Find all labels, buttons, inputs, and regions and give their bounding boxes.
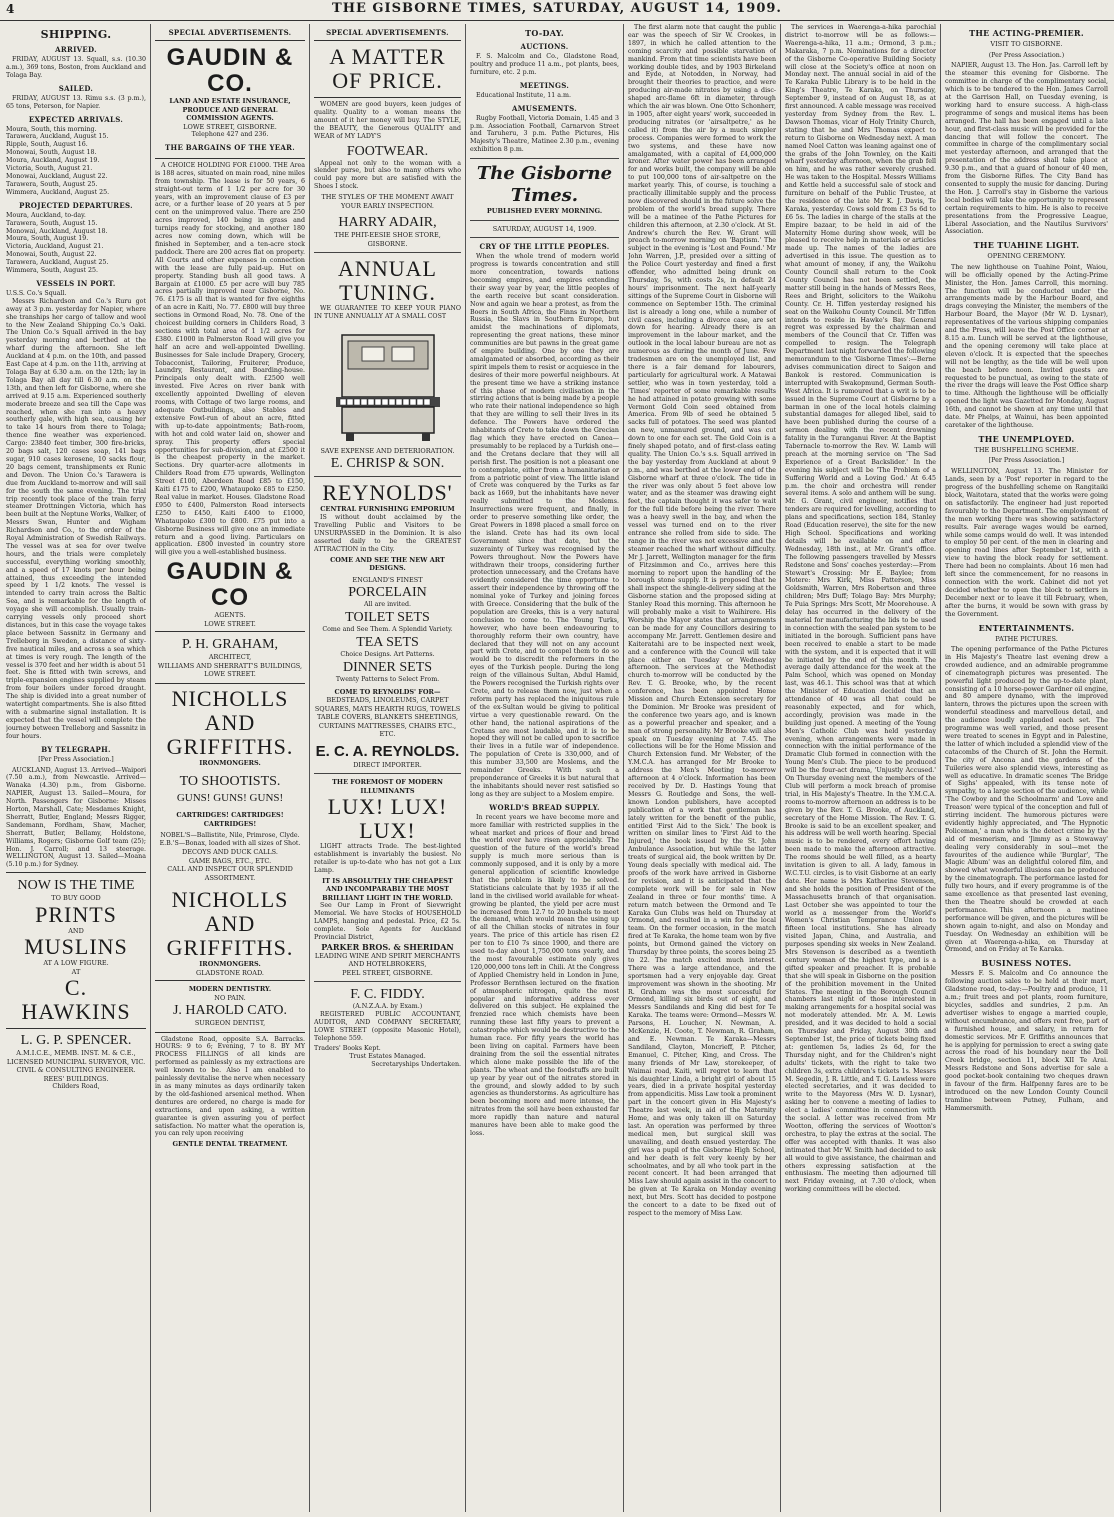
column-special-ads-2 bbox=[314, 24, 461, 1512]
list-item: Tarawera, South, August 25. bbox=[6, 180, 98, 188]
adair-sub: THE PHIT-EESIE SHOE STORE, GISBORNE. bbox=[334, 231, 441, 248]
list-item: Moura, Auckland, August 19. bbox=[6, 157, 100, 165]
list-item: GAME BAGS, ETC., ETC. bbox=[188, 856, 272, 865]
shot-list bbox=[155, 832, 305, 882]
list-item: Tarawera, South, August 15. bbox=[6, 219, 98, 227]
divider bbox=[470, 158, 619, 159]
column-rule bbox=[940, 24, 941, 1512]
column-rule bbox=[623, 24, 624, 1512]
premier-text: NAPIER, August 13. The Hon. Jas. Carroll left by the steamer this evening for Gisborne. The committee in charge of the complimentary social, which is to be tendered to the Hon. James Carroll at the Garrison Hall, on Tuesday evening, is working hard to ensure success. A high-class programme of songs and musical items has been arranged. The hall has been engaged until a late hour, and first-class music will be provided for the dancing that will follow the concert. The committee in charge of the complimentary social met yesterday afternoon, and arranged that the presentation of the address shall take place at 9.30 p.m., and that a guard of honour of 40 men, from the Gisborne Rifles. The City Band has consented to supply the music for dancing. During the Hon. J. Carroll's stay in Gisborne the various local bodies will take the opportunity to represent certain requirements to him. He is also to receive presentations from the Progressive League, Liberal Association, and the Nautilus Survivors' Association. bbox=[945, 62, 1108, 236]
list-item: Tarawera, Auckland, August 25. bbox=[6, 259, 109, 267]
column-rule bbox=[309, 24, 310, 1512]
amusements-heading: AMUSEMENTS. bbox=[512, 103, 577, 113]
published-line: PUBLISHED EVERY MORNING. bbox=[486, 207, 603, 216]
graham-sub: ARCHITECT, bbox=[208, 653, 252, 662]
premier-sub: VISIT TO GISBORNE. bbox=[990, 40, 1063, 48]
bargains-heading: THE BARGAINS OF THE YEAR. bbox=[165, 142, 295, 152]
list-item: Monowai, Auckland, August 22. bbox=[6, 172, 108, 180]
piano-illustration bbox=[328, 325, 448, 443]
divider bbox=[314, 773, 461, 774]
list-item: NOBEL'S—Ballistite, Nile, Primrose, Clyde. bbox=[160, 832, 300, 840]
list-item: Wimmera, South, August 25. bbox=[6, 267, 99, 275]
list-item: Moura, South, August 19. bbox=[6, 235, 89, 243]
bread-heading: WORLD'S BREAD SUPPLY. bbox=[489, 802, 600, 812]
premier-heading: THE ACTING-PREMIER. bbox=[969, 28, 1084, 38]
adair-name: HARRY ADAIR, bbox=[338, 215, 437, 231]
cato-sub: SURGEON DENTIST, bbox=[194, 1019, 266, 1028]
list-item: Ripple, South, August 16. bbox=[6, 141, 88, 149]
gaudin2-sub: AGENTS. bbox=[214, 611, 246, 620]
page-title: THE GISBORNE TIMES, SATURDAY, AUGUST 14, 1909. bbox=[332, 1, 782, 16]
projected-heading: PROJECTED DEPARTURES. bbox=[19, 200, 133, 210]
unemployed-sub: THE BUSHFELLING SCHEME. bbox=[974, 445, 1079, 454]
local-news-text: The services in Waerenga-a-hika parochial district to-morrow will be as follows:—Waerenga-a-hika, 11 a.m.; Ormond, 3 p.m.; Makaraka, 7 p.m. Nominations for a director of the Gisborne Co-operative Building Society will close at the Society's office at noon on Monday next. The annual social in aid of the Te Karaka Public Library is to be held in the King's Theatre, Te Karaka, on Thursday, September 9, instead of on August 18, as at first announced. A cable message was received yesterday from Sydney from the Rev. L. Dawson Thomas, vicar of Holy Trinity Church, stating that he and Mrs Thomas expect to return to Gisborne on Wednesday next. A man named Noel Catton was leaning against one of the grabs of the John Townley, on the Kaiti wharf yesterday afternoon, when the grab fell on him, and he was rather severely crushed. He was taken to the Hospital. Messrs Williams and Kettle held a successful sale of stock and furniture on behalf of the Public Trustee, at the residence of the late Mr K. J. Davis, Te Karaka, yesterday. Cows sold from £3 5s 6d to £6 5s. The ladies in charge of the stalls at the Empire bazaar, to be held in aid of the Maternity Home during show week, will be pleased to receive help in materials or articles made up. The names of the ladies are advertised in this issue. The question as to what amount of money, if any, the Waikohu County Council shall return to the Cook County Council has not been settled, the matter still being in the hands of Messrs Rees, Rees and Bright, solicitors to the Waikohu County. Cr. H. Tiffen yesterday resigned his seat on the Waikohu County Council. Mr Tiffen intends to reside in Hawke's Bay. General regret was expressed by the chairman and members of the Council that Cr. Tiffen was compelled to resign. The Telegraph Department last night forwarded the following memorandum to the 'Gisborne Times':—Berne advises communication direct to Saigon and Bankok is restored. Communication is interrupted with Swakopmund, German South-West Africa. It is rumoured that a writ is to be issued in the Supreme Court at Gisborne by a barman in one of the local hotels claiming substantial damages for alleged libel, said to have been published during the course of a sermon dealing with the recent drowning fatality in the Turanganui River. At the Baptist Tabernacle to-morrow the Rev. W. Lamb will preach at the morning service on 'The Sad Experience of a Great Backslider.' In the evening his subject will be 'The Problem of a Suffering World and a Loving God.' At 6.45 p.m. the choir and orchestra will render several items. A solo and anthem will be sung. Mr. G. Grant, civil engineer, notifies that tenders are required for levelling, according to plans and specifications, section 184, Stanley Road (Education reserve), the site for the new High School. Specifications and working details will be available on and after Wednesday, 18th inst., at Mr. Grant's office. The following passengers travelled by Messrs Redstone and Sons' coaches yesterday:—From Stewart's Crossing: Mr E. Baylee; from Motere: Mrs Kirk, Miss Patterson, Miss Goldsmith, Warren, Mrs Robertson and three children; Mrs Duff; Tolago Bay: Mrs Murphy; Te Puia Springs: Mrs Scott, Mr Moorehouse. A delay has occurred in the delivery of the material for manufacturing the lids to be used in connection with the sealed pan system to be initiated in the borough. Sufficient pans have been received to enable a start to be made with the system, and it is expected that it will be initiated by the end of this month. The average daily attendance for the week at the Palm School, which was opened on Monday last, was 46.1. This school was that at which the Minister of Education decided that an attendance of 40 was all that could be reasonably expected, and for which, accordingly, provision was made in the building just opened. A meeting of the Young Men's Catholic Club was held yesterday evening, when arrangements were made in connection with the initial performance of the Dramatic Club formed in connection with the Young Men's Club. The piece to be produced will be the four-act drama, 'Unjustly Accused.' On Thursday evening next the members of the Club will perform a mock breach of promise trial, in His Majesty's Theatre. In the Y.M.C.A. rooms to-morrow afternoon an address is to be given by the Rev. T. G. Brooke, of Auckland, secretary of the Home Mission. The Rev. T. G. Brooke is said to be an excellent speaker, and his address will be well worth hearing. Special music is to be rendered, every effort having been made to make the afternoon attractive. The rooms should be well filled, as a hearty invitation is given to all. A lady, famous in W.C.T.U. circles, is to visit Gisborne at an early date. Her name is Mrs Katherine Stevenson, and she holds the position of President of the Massachusetts branch of that organisation. Last October she was appointed to tour the world as a messenger from the World's Women's Christian Temperance Union to fifteen local institutions. She has already visited Japan, China, and Australia, and purposes spending six weeks in New Zealand. Mrs Stevenson is described as a twentieth century woman of the highest type, and is a gifted speaker and preacher. It is probable that she will speak in Gisborne on the position of the prohibition movement in the United States. The meeting in the Borough Council chambers last night of those interested in making arrangements for a hospital social was not moderately attended. Mr. A. M. Lewis presided, and it was decided to hold a social on Thursday and Friday, August 30th and September 1st, the price of tickets being fixed at: gentlemen 5s, ladies 2s 6d, for the Thursday night, and for the Children's night adults' tickets, with the right to take two children 3s, extra children's tickets 1s. Messrs M. Segedin, J. R. Little, and T. G. Lawless were elected secretaries, and it was decided to write to the Mayoress (Mrs W. D. Lysnar), asking her to convene a meeting of ladies to elect a ladies' committee in connection with the social. A letter was received from Mr Wootton, offering the services of Wootton's orchestra, to play the extras at the social. The offer was accepted with thanks. It was also intimated that Mr W. Smith had decided to ask all would to give assistance, the chairman and others expressing satisfaction at the enthusiasm. The meeting then adjourned till next Friday evening, at 7.30 o'clock, when working committees will be elected. bbox=[785, 24, 936, 1194]
ad-line: AT bbox=[71, 967, 81, 976]
fiddy-name: F. C. FIDDY. bbox=[350, 987, 425, 1003]
chrisp-name: E. CHRISP & SON. bbox=[330, 456, 445, 472]
porcelain-sub: All are invited. bbox=[364, 601, 411, 608]
expected-heading: EXPECTED ARRIVALS. bbox=[28, 114, 124, 124]
list-item: E.B.'S—Bonax, loaded with all sizes of Shot. bbox=[159, 840, 301, 848]
ad-hawkins: C. HAWKINS bbox=[21, 975, 131, 1025]
fiddy-secretary: Secretaryships Undertaken. bbox=[371, 1060, 461, 1068]
column-shipping bbox=[6, 24, 146, 1512]
projected-list bbox=[6, 212, 146, 275]
toilet-sub: Come and See Them. A Splendid Variety. bbox=[322, 625, 453, 633]
today-heading: TO-DAY. bbox=[525, 28, 564, 38]
nicholls2-sub: IRONMONGERS. bbox=[199, 960, 261, 969]
list-item: Victoria, South, August 21. bbox=[6, 165, 93, 173]
vessels-sub: U.S.S. Co.'s Squall. bbox=[6, 289, 67, 297]
light-heading: THE TUAHINE LIGHT. bbox=[973, 240, 1080, 251]
telegraph-source: [Per Press Association.] bbox=[38, 755, 114, 763]
lux-title: LUX! LUX! LUX! bbox=[327, 794, 448, 844]
ad-muslins: MUSLINS bbox=[24, 934, 128, 960]
ad-line: TO BUY GOOD bbox=[51, 894, 101, 903]
unemployed-text: WELLINGTON, August 13. The Minister for Lands, seen by a 'Post' reporter in regard to the progress of the bushfelling scheme on Rangitaiki block, Waitotara, stated that the works were going on satisfactorily. The engineer had just reported favourably to the Department. The employment of the men working there was showing satisfactory results. Fair average wages would be earned, while some camps would do well. It was intended to employ 50 per cent. of the men in clearing and opening road lines after September 1st, with a view to having the block ready for settlement. There had been no complaints. About 16 men had left since the commencement, for no reasons in connection with the work. Cabinet did not yet decided whether to open the block to settlers in December next or to leave it till February, when, after the burns, it would be sown with grass by the Government. bbox=[945, 468, 1108, 618]
eca-name: E. C. A. REYNOLDS. bbox=[315, 742, 460, 760]
spencer-line: LICENSED MUNICIPAL SURVEYOR, VIC. bbox=[6, 1057, 146, 1066]
cartridges-line: CARTRIDGES! CARTRIDGES! CARTRIDGES! bbox=[176, 811, 284, 828]
footwear-heading: FOOTWEAR. bbox=[346, 143, 429, 159]
page-number: 4 bbox=[6, 2, 15, 16]
lux-heading: THE FOREMOST OF MODERN ILLUMINANTS bbox=[332, 778, 443, 795]
column-local-news bbox=[628, 24, 776, 1512]
footwear-text: Appeal not only to the woman with a slender purse, but also to many others who could pay more but are satisfied with the Shoes I stock. bbox=[314, 159, 461, 191]
graham-building: WILLIAMS AND SHERRATT'S BUILDINGS, bbox=[157, 661, 303, 670]
arrived-heading: ARRIVED. bbox=[55, 45, 97, 54]
spencer-line: Childers Road, bbox=[52, 1083, 100, 1091]
vessels-text: Messrs Richardson and Co.'s Ruru got away at 3 p.m. yesterday for Napier, where she tranships her cargo of tallow and wool to the New Zealand Shipping Co.'s Oaki. The Union Co.'s Squall arrived in the bay yesterday morning and berthed at the wharf during the afternoon. She left Auckland at 4 p.m. on the 10th, and passed East Cape at 4 p.m. on the 11th, arriving at Tolaga Bay at 6.30 a.m. on the 12th; lay in Tolaga Bay all day till 6.30 a.m. on the 13th, and then left for Gisborne, where she arrived at 9.15 a.m. Experienced southerly moderate breeze and sea till the Cape was reached, when she ran into a heavy southerly gale, with high sea, causing her to take 14 hours from there to Tolaga; thence fine weather was experienced. Cargo: 23840 feet timber, 300 fire-bricks, 20 bags salt, 120 cases soap, 141 bags sugar, 910 cases kerosene, 10 sacks flour, 20 bags cement, transhipments ex Runic and Devon. The Union Co.'s Tarawera is due from Auckland to-morrow and will sail for the south the same evening. The trial trip recently took place of the train ferry steamer Drottningen Victoria, which has been built at the Neptune Works, Walker, of Messrs Swan, Hunter and Wigham Richardson and Co., to the order of the Royal Administration of Swedish Railways. The vessel was at sea for over twelve hours, and the trials were completely successful, everything working smoothly, and a speed of 17 knots per hour being attained, thus exceeding the intended speed by 1 1/2 knots. The vessel is intended to carry train across the Baltic Sea, and is remarkable for the length of voyage she will accomplish. Usually train-carrying vessels only proceed short distances, but in this case the voyage takes place between Sassnitz in Germany and Trelleborg in Sweden, a distance of sixty-five nautical miles, and across a sea which at times is very rough. The length of the vessel is 370 feet and her width is about 51 feet. She is fitted with twin screws, and triple-expansion engines supplied by steam from four boilers under forced draught. The ship is divided into a great number of watertight compartments. She is also fitted with a submarine signal installation. It is expected that the vessel will complete the journey between Trelleborg and Sassnitz in four hours. bbox=[6, 297, 146, 740]
sailed-heading: SAILED. bbox=[58, 83, 94, 93]
local-news-text: The first alarm note that caught the public ear was the speech of Sir W. Crookes, in 1897, in which he called attention to the coming scarcity and possible starvation of mankind. From that time scientists have been working double tides, and by 1903 Birkeland and Eyde, at Notodden, in Norway, had brought their theories to practice, and were producing air-made nitrates by using a disc-shaped arc-flame 6ft in diameter, through which the air was blown. One Otto Schonherr, in 1905, after eight years' work, succeeded in producing nitrates (or 'airsaltpetre,' as he called it) from the air by a much simpler process. Companies were formed to work the two systems, and these have now amalgamated, with a capital of £4,000,000 kroner. After water power has been arranged for and works built, the company will be able to put 100,000 tons of air-saltpetre on the market yearly. This, of course, is touching a practically illimitable supply and the process now discovered should in the future solve the problem of the world's bread supply. There will be a matinee of the Pathe Pictures for children this afternoon, at 2.30 o'clock. At St. Andrew's church the Rev. W. Grant will preach to-morrow morning on 'Baptism.' The subject in the evening is 'Lost and Found.' Mr John Warren, J.P., presided over a sitting of the Police Court yesterday and fined a first offender, who admitted being drunk on Thursday, 5s, with costs 2s, in default 24 hours' imprisonment. The next half-yearly sittings of the Supreme Court in Gisborne will commence on September 15th. The criminal list is already a long one, while a number of civil cases, including a divorce case, are set down for hearing. Already there is an improvement in the labour market, and the outlook in the local labour bureau are not as numerous as during the month of June. Few tradesmen are on the unemployed list, and there is a fair demand for labourers, particularly for agricultural work. A Matawai settler, who was in town yesterday, told a 'Times' reporter of some remarkable results he had attained in potato growing with some Vermont Gold Coin seed obtained from America. From 9lb of seed he obtained 5 sacks full of potatoes. The seed was planted on new, unmanured ground, and was cut down to one for each set. The Gold Coin is a finely shaped potato, and of first-class eating quality. The Union Co.'s s.s. Squall arrived in the bay yesterday from Auckland at about 9 p.m., and was berthed at the lower end of the Gisborne wharf at three o'clock. The tide in the river was only about 5 feet above low water, and as the steamer was drawing eight feet, the captain thought it was safer to wait for the full tide before being the river. There was a heavy swell in the bay, and when the vessel was turned end on to the river entrance she rolled from side to side. The range in the river was not excessive and the steamer reached the wharf without difficulty. Mr J. Jarrett, Wellington manager for the firm of Fitzsimmon and Co., arrives here this morning to report upon the handling of the borough stone supply. It is proposed that he shall inspect the shingle-delivery siding at the Gisborne station and the proposed siding at Stanley Road this morning. This afternoon he will probably make a visit to Waihirere. His Worship the Mayor states that arrangements can be made for any Councillors desiring to accompany Mr. Jarrett. Gentlemen desire and Kaiteratahi are to be inspected next week, and a conference with the Council will take place either on Tuesday or Wednesday afternoon. The services at the Methodist church to-morrow will be conducted by the Rev. T. G. Brooke, who, by the recent conference, has been appointed Home Mission and Church Extension secretary for the Dominion. Mr Brooke was president of the conference two years ago, and is known as a powerful preacher and speaker, and a man of strong personality. Mr Brooke will also speak on Tuesday evening at 7.45. The collections will be for the Home Mission and Church Extension fund. Mr Webster, of the Y.M.C.A. has arranged for Mr Brooke to address the Men's Meeting to-morrow afternoon at 4 o'clock. Information has been received by Dr. D. Hastings Young that Messrs G. Routledge and Sons, the well-known London publishers, have accepted publication of a work that gentleman has lately written for the benefit of the public, entitled 'First Aid to the Sick.' The book is written on similar lines to 'First Aid to the Injured,' the book issued by the St. John Ambulance Association, but while the latter treats of surgical aid, the book written by Dr. Young deals specially with medical aid. The proofs of the work have arrived in Gisborne for revision, and it is anticipated that the complete work will be for sale in New Zealand in three or four months' time. A return match between the Ormond and Te Karaka Gun Clubs was held on Thursday at Ormond, and resulted in a win for the local team. On the former occasion, in the match fired at Te Karaka, the home team won by five points, but Ormond gained the victory on Thursday by three points, the scores being 25 to 22. The match excited much interest. There was a large attendance, and the sportsmen had a very enjoyable day. Great improvement was shown in the shooting. Mr R. Graham was the most successful for Ormond, killing six birds out of eight, and Messrs Sandilands and King did best for Te Karaka. The teams were: Ormond—Messrs W. Parsons, H. Loucher, N. Newman, A. McKenzie, H. Coote, T. Newman, R. Graham, and E. Newman. Te Karaka—Messrs Sandiland, Clayton, Moncrieff, P. Pitcher, Emanuel, C. Pitcher, King, and Cross. The many friends of Mr Law, storekeeper, of Waimai road, Kaiti, will regret to learn that his daughter Linda, a bright girl of about 15 years, died in a private hospital yesterday from appendicitis. Miss Law took a prominent part in the concert given in His Majesty's Theatre last week, in aid of the Maternity Home, and was only taken ill on Saturday last. An operation was performed by three medical men, but surgical skill was unavailing, and death ensued yesterday. The girl was a pupil of the Gisborne High School, and her death is felt very keenly by her schoolmates, and by all who took part in the recent concert. It had been arranged that Miss Law should again assist in the concert to be given at Te Karaka on Monday evening next, but Mrs. Scott has decided to postpone the concert to a date to be fixed out of respect to the memory of Miss Law. bbox=[628, 24, 776, 1217]
list-item: Monowai, South, August 18. bbox=[6, 149, 97, 157]
reynolds-english: ENGLAND'S FINEST bbox=[352, 575, 423, 584]
cato-nopain: NO PAIN. bbox=[214, 993, 246, 1002]
business-heading: BUSINESS NOTES. bbox=[981, 958, 1072, 969]
entertainments-heading: ENTERTAINMENTS. bbox=[978, 622, 1075, 633]
telegraph-heading: BY TELEGRAPH. bbox=[41, 744, 111, 754]
divider bbox=[314, 252, 461, 253]
telegraph-text: AUCKLAND, August 13. Arrived—Waipori (7.50 a.m.), from Newcastle. Arrived—Wanaka (4.30) p.m., from Gisborne. NAPIER, August 13. Sailed—Moura, for North. Passengers for Gisborne: Misses Horton, Marshall, Cate; Mesdames Knight, Sherratt, Butler, England; Messrs Rigger, Sandemann, Fordham, Shaw, Macher, Sherratt, Butler, Bellamy, Holdstone, Williams, Rogers; Gisborne Golf team (25); Hon. J. Carroll; and 13 steerage. WELLINGTON, August 13. Sailed—Moana (5.10 p.m.) for Sydney. bbox=[6, 766, 146, 869]
shootists-heading: TO SHOOTISTS. bbox=[179, 774, 281, 790]
adair-advert bbox=[314, 40, 461, 98]
light-sub: OPENING CEREMONY. bbox=[987, 252, 1066, 261]
unemployed-heading: THE UNEMPLOYED. bbox=[978, 433, 1075, 444]
divider bbox=[470, 220, 619, 221]
sailed-text: FRIDAY, AUGUST 13. Rimu s.s. (3 p.m.), 65 tons, Peterson, for Napier. bbox=[6, 94, 146, 110]
reynolds-items: BEDSTEADS, LINOLEUMS, CARPET SQUARES, MATS HEARTH RUGS, TOWELS TABLE COVERS, BLANKETS SHEETINGS, CURTAINS MATTRESSES, CHAIRS ETC., ETC. bbox=[314, 696, 461, 739]
fiddy-trust: Trust Estates Managed. bbox=[349, 1052, 426, 1060]
list-item: Monowai, Auckland, August 18. bbox=[6, 227, 108, 235]
cato-name: J. HAROLD CATO. bbox=[172, 1003, 288, 1019]
reynolds-come2: COME TO REYNOLDS' FOR— bbox=[334, 687, 441, 696]
cato-end: GENTLE DENTAL TREATMENT. bbox=[172, 1140, 288, 1149]
cry-text: When the whole trend of modern world progress is towards concentration and still more concentration, towards nations becoming empires, and empires extending their sway year by year, the little peoples of the earth receive but scant consideration. Now and again we hear a protest, as from the Boers in South Africa, the Finns in Northern Russia, the Slavs in Southern Europe, but amidst the machinations of diplomats, representing the great nations, these minor communities are but pawns in the great game of empire building. One by one they are amalgamated or absorbed, according as their spirit impels them to resist or acquiesce in the desires of their more powerful neighbours. At the present time we have a striking instance of this phase of modern civilisation in the stirring actions that is being made by a people who rate their national independence so high that they are willing to sell their lives in its defence. The Powers have ordered the inhabitants of Crete to take down the Grecian flag which they have erected on Canea—presumably to be replaced by a Turkish one—and the Cretans declare that they will all perish first. The position is not a pleasant one to contemplate, either from a humanitarian or from a patriotic point of view. The little island of Crete was conquered by the Turks as far back as 1669, but the inhabitants have never really submitted to the Moslems. Insurrections were frequent, and finally, in order to preserve something like order, the Great Powers in 1898 placed a small force on the island. Crete has had its own local Government since that date, but the suzerainty of Turkey was recognised by the Powers throughout. Now the Powers have withdrawn their troops, considering further protection unnecessary, and the Cretans have evidently considered the time opportune to assert their independence by throwing off the nominal yoke of Turkey and joining forces with Greece. Considering that the bulk of the population are Greeks, this is a very natural conclusion to come to. The Young Turks, however, who have been endeavouring to thoroughly reform their own country, have declared that they will not on any account part with Crete, and to compel them to do so would be to discredit the reformers in the eyes of the Turkish people. During the long reign of the villainous Sultan, Abdul Hamid, the Powers recognised the Turkish rights over Crete, and to release them now, just when a reform party has replaced the iniquitous rule of the ex-Sultan would be giving to political virtue a very questionable reward. On the other hand, the national aspirations of the Cretans are most laudable, and it is to be hoped they will not be called upon to sacrifice their lives in a futile war of independence. The population of Crete is 330,000, and of this number 33,500 are Moslems, and the remainder Greeks. With such a preponderance of Greeks it is but natural that the inhabitants should never rest satisfied so long as they are subject to a Moslem empire. bbox=[470, 253, 619, 798]
nicholls-advert bbox=[155, 687, 305, 977]
ad-headline: NOW IS THE TIME bbox=[17, 878, 135, 894]
dinner-sub: Twenty Patterns to Select From. bbox=[335, 675, 440, 683]
spencer-line: A.M.I.C.E., MEMB. INST. M. & C.E., bbox=[16, 1049, 136, 1058]
masthead bbox=[0, 0, 1114, 21]
lux-cheap: IT IS ABSOLUTELY THE CHEAPEST AND INCOMPARABLY THE MOST BRILLIANT LIGHT IN THE WORLD. bbox=[322, 876, 453, 902]
amusements-text: Rugby Football, Victoria Domain, 1.45 and 3 p.m. Association Football, Carnarvon Street and Taruheru, 3 p.m. Pathe Pictures, His Majesty's Theatre, Matinee 2.30 p.m., evening exhibition 8 p.m. bbox=[470, 114, 619, 154]
fiddy-traders: Traders' Books Kept. bbox=[314, 1044, 381, 1052]
ad-prints: PRINTS bbox=[35, 901, 117, 927]
divider bbox=[314, 476, 461, 477]
graham-name: P. H. GRAHAM, bbox=[181, 637, 279, 653]
reynolds-text: IS without doubt acclaimed by the Travelling Public and Visitors to be UNSURPASSED in the Dominion. It is also asserted daily to be the GREATEST ATTRACTION in the City. bbox=[314, 513, 461, 553]
meetings-text: Educational Institute, 11 a.m. bbox=[476, 91, 572, 99]
spencer-line: REES' BUILDINGS. bbox=[43, 1074, 109, 1083]
lamp-text: See Our Lamp in Front of Sievwright Memorial. We have Stocks of HOUSEHOLD LAMPS, hanging and pedestal. Price, £2 5s. complete. Sole Agents for Auckland Provincial District, bbox=[314, 902, 461, 941]
ad-line: AT A LOW FIGURE. bbox=[43, 959, 109, 968]
tuning-text: WE GUARANTEE TO KEEP YOUR PIANO IN TUNE ANNUALLY AT A SMALL COST bbox=[314, 305, 461, 321]
annual-heading: ANNUAL TUNING. bbox=[338, 256, 437, 306]
guns-line: GUNS! GUNS! GUNS! bbox=[176, 792, 284, 805]
list-item: Monowai, South, August 22. bbox=[6, 251, 97, 259]
save-line: SAVE EXPENSE AND DETERIORATION. bbox=[320, 446, 455, 455]
expected-list bbox=[6, 126, 146, 197]
eca-sub: DIRECT IMPORTER. bbox=[353, 760, 422, 769]
nicholls2-name: NICHOLLS AND GRIFFITHS. bbox=[166, 887, 294, 961]
porcelain-heading: PORCELAIN bbox=[348, 585, 427, 600]
cato-heading: MODERN DENTISTRY. bbox=[188, 985, 272, 994]
reynolds-name: REYNOLDS' bbox=[322, 480, 453, 506]
column-local-news-2 bbox=[785, 24, 936, 1512]
fiddy-text: REGISTERED PUBLIC ACCOUNTANT, AUDITOR, AND COMPANY SECRETARY, LOWE STREET (opposite Masonic Hotel), Telephone 559. bbox=[314, 1011, 461, 1042]
nicholls2-address: GLADSTONE ROAD. bbox=[196, 968, 264, 977]
issue-date: SATURDAY, AUGUST 14, 1909. bbox=[492, 224, 597, 233]
gaudin2-address: LOWE STREET. bbox=[204, 619, 256, 628]
gaudin-advert bbox=[155, 40, 305, 159]
entertainments-sub: PATHE PICTURES. bbox=[995, 634, 1058, 643]
parker-sub: LEADING WINE AND SPIRIT MERCHANTS AND HOTELBROKERS, bbox=[314, 951, 461, 969]
list-item: Moura, Auckland, to-day. bbox=[6, 211, 86, 219]
gaudin2-advert bbox=[155, 559, 305, 628]
cato-text: Gladstone Road, opposite S.A. Barracks. HOURS: 9 to 6; Evening, 7 to 8. BY MY PROCESS FILLINGS of all kinds are performed as painlessly as my extractions are well known to be. Also I am enabled to painlessly devitalise the nerve when necessary in as many minutes as days ordinarily taken by the old-fashioned arsenical method. When dentures are ordered, no charge is made for extractions, and upon asking, a written guarantee is given assuring you of perfect satisfaction. No matter what the operation is, you can rely upon receiving bbox=[155, 1035, 305, 1138]
list-item: Wimmera, Auckland, August 25. bbox=[6, 188, 110, 196]
graham-address: LOWE STREET. bbox=[204, 670, 256, 679]
tea-heading: TEA SETS bbox=[356, 634, 419, 650]
auctions-text: F. S. Malcolm and Co., Gladstone Road, poultry and produce 11 a.m., pot plants, bees, furniture, etc. 2 p.m. bbox=[470, 53, 619, 76]
bargains-text: A CHOICE HOLDING FOR £1000. THE Area is 188 acres, situated on main road, nine miles from township. The lease is for 50 years, 6 straight-out term of 1 1/2 per acre for 30 years, with an improvement clause of £3 per acre, or a further lease of 20 years at 5 per cent on the unimproved value. There are 250 acres improved, 140 being in grass and turnips ready for stocking, and another 180 acres now coming down, which will be finished in September, and a ten-acre stock paddock. There are 200 acres flat on property. All Courts and other expenses in connection with the lease are fully paid-up. Hut on property. Standing bush all good taws. A Bargain at £1000. £5 per acre will buy 785 acres partially improved near Gisborne, No. 76. £175 is all that is wanted for five eighths of an acre in Kaiti, No. 77. £800 will buy three sections in Ormond Road, No. 78. One of the choicest building corners in Childers Road, 3 sections with total area of 1 1/2 acres for £380. £1000 in Palmerston Road will give you half an acre and well-appointed Dwelling. Businesses for Sale include Drapery, Grocery, Tobacconist, Tailoring, Fruiterer, Produce, Laundry, Restaurant, and Boarding-house. Principals only dealt with. £2500 well invested. Five Acres on river bank with excellently appointed Dwelling of eleven rooms, with Cottage of two large rooms, and adequate Outbuildings, also Stables and extensive Fowl-run of about an acre, fitted with up-to-date appointments; Bath-room, with hot and cold water laid on, shower and spray. This property offers special opportunities for sub-division, and at £2500 it is the cheapest property in the market. Sections. Dry quarter-acre allotments in Childers Road from £75 upwards, Wellington Street £100, Aberdeen Road £85 to £150, Kaiti £175 to £200, Whataupoko £85 to £250. Real value in market. Houses. Gladstone Road £950 to £400, Palmerston Road intersects £250 to £450, Kaiti £400 to £1000, Whataupoko £300 to £800. £75 put into a Gisborne Business will give one an immediate return and a good living. Particulars on application. £800 invested in country store will give you a well-established business. bbox=[155, 161, 305, 557]
column-rule bbox=[150, 24, 151, 1512]
vessels-heading: VESSELS IN PORT. bbox=[36, 278, 116, 288]
list-item: Tarawera, Auckland, August 15. bbox=[6, 133, 109, 141]
gaudin-address: LOWE STREET, GISBORNE. bbox=[183, 122, 277, 131]
business-text: Messrs F. S. Malcolm and Co announce the following auction sales to be held at their mart, Gladstone road, to-day:—Poultry and produce, 11 a.m.; fruit trees and pot plants, room furniture, bicycles, saddles and sundries, 2 p.m. An advertiser wishes to engage a married couple, without encumbrance, and offers rent free, part of a furnished house, and salary, in return for domestic services. Mr F. Griffiths announces that he is applying for permission to erect a swing gate across the road of his boundary near the Doll Creek bridge, section 11, block XII Te Arai. Messrs Redstone and Sons advertise for sale a good pocket-book containing two cheques drawn in favour of the firm. Halfpenny fares are to be introduced on the new London County Council tramline between Putney, Fulham, and Hammersmith. bbox=[945, 970, 1108, 1112]
styles-line: THE STYLES OF THE MOMENT AWAIT YOUR EARLY INSPECTION. bbox=[321, 193, 454, 210]
toilet-heading: TOILET SETS bbox=[345, 609, 430, 625]
ad-line: AND bbox=[68, 926, 84, 935]
parker-address: PEEL STREET, GISBORNE. bbox=[342, 968, 433, 977]
cry-heading: CRY OF THE LITTLE PEOPLES. bbox=[479, 242, 610, 252]
gaudin-sub: LAND AND ESTATE INSURANCE, PRODUCE AND GENERAL COMMISSION AGENTS. bbox=[169, 97, 291, 122]
hawkins-advert bbox=[6, 872, 146, 1029]
auctions-heading: AUCTIONS. bbox=[520, 42, 569, 51]
bread-text: In recent years we have become more and more familiar with restricted supplies in the wheat market and prices of flour and bread the world over have risen appreciably. The question of the future of the world's bread supply is much more serious than is commonly supposed, and it is only by a more general application of scientific knowledge that the problem is likely to be solved. Statisticians calculate that by 1935 if all the land in the civilised world available for wheat-growing be planted, the yield per acre must be increased from 12.7 to 20 bushels to meet the demand, which would mean the using up of all the Chilian stocks of nitrates in four years. The price of this article has risen £2 per ton to £10 7s since 1900, and there are used to-day about 1,750,000 tons yearly, and the most favourable estimate only gives 120,000,000 tons left in Chili. At the Congress of Applied Chemistry held in London in June, Professor Bernthsen lectured on the fixation of atmospheric nitrogen, quite the most popular and informative address ever delivered on this subject. He explained the frenzied race which chemists have been running these last fifty years to prevent a catastrophe which would be destructive to the human race. For fifty years the world has been living on capital. Farmers have been draining from the soil the essential nitrates which alone make possible the life of the plants. The wheat and the foodstuffs are built up year by year out of the nitrates stored in the ground, and slowly added to by such agencies as thunderstorms. As agriculture has been becoming more and more intense, the nitrates from the soil have been exhausted far more rapidly than nature and natural manures have been able to make good the loss. bbox=[470, 813, 619, 1137]
fiddy-sub: (A.N.Z.A.A. by Exam.) bbox=[352, 1003, 423, 1011]
tea-sub: Choice Designs. Art Patterns. bbox=[340, 650, 435, 658]
matter-heading: A MATTER OF PRICE. bbox=[329, 44, 446, 93]
newspaper-nameplate: The Gisborne Times. bbox=[476, 163, 613, 207]
divider bbox=[470, 237, 619, 238]
nicholls-sub: IRONMONGERS. bbox=[199, 758, 261, 767]
matter-text: WOMEN are good buyers, keen judges of quality. Quality to a woman means the amount of it her money will buy. The STYLE, the BEAUTY, the Generous QUALITY and WEAR of MY LADY'S bbox=[314, 101, 461, 140]
gaudin2-name: GAUDIN & CO bbox=[166, 558, 294, 612]
parker-name: PARKER BROS. & SHERIDAN bbox=[321, 941, 454, 952]
spencer-advert bbox=[6, 1032, 146, 1091]
lux-text: LIGHT attracts Trade. The best-lighted establishment is invariably the busiest. No retailer is up-to-date who has not got a Lux Lamp. bbox=[314, 843, 461, 874]
entertainments-text: The opening performance of the Pathe Pictures in His Majesty's Theatre last evening drew a crowded audience, and an admirable programme of cinematograph pictures was presented. The powerful light produced by the up-to-date plant, consisting of a 10 horse-power Gardner oil engine, and 80 ampere dynamo, with the improved lantern, throws the pictures upon the screen with wonderful steadiness and marvellous detail, and the audience loudly applauded each set. The programme was well varied, and those present were treated to scenes in Egypt and in Palestine, the latter of which included a splendid view of the catacombs of the Church of St. John the Hermit. The city of Ancona and the gardens of the Tuileries were also splendid views, interesting as well as educative. In dramatic scenes 'The Bridge of Sighs' appealed, with its tense note of sympathy, to a large section of the audience, while 'The Cowboy and the Schoolmarm' and 'Love and Treason' were typical of the conception and full of stirring incident. The humorous pictures were evidently highly appreciated, and 'The Hypnotic Policeman,' a man who is the detect crime by the aid of mesmerism, and 'Jimmy as a Stowaway' dealing very considerably in soul—met the favourites of the audience while 'Burglar', 'The Magic Album' was an delightful colored film, and showed what wonderful illusions can be produced by the cinematograph. The performance lasted for fully two hours, and if every programme is of the same excellence as that presented last evening, then the Theatre should be crowded at each performance. This afternoon a matinee performance will be given, and the pictures will be shown again to-night, and also on Monday and Tuesday. On Wednesday an exhibition will be given at Waerenga-a-hika, on Thursday at Ormond, and on Friday at Te Karaka. bbox=[945, 646, 1108, 954]
column-rule bbox=[780, 24, 781, 1512]
meetings-heading: MEETINGS. bbox=[519, 80, 570, 90]
column-editorial bbox=[470, 24, 619, 1512]
gaudin-name: GAUDIN & CO. bbox=[166, 44, 294, 97]
column-rule bbox=[465, 24, 466, 1512]
gaudin-telephone: Telephone 427 and 236. bbox=[191, 131, 269, 138]
arrived-text: FRIDAY, AUGUST 13. Squall, s.s. (10.30 a.m.), 369 tons, Boston, from Auckland and Tolaga Bay. bbox=[6, 56, 146, 79]
list-item: DECOYS AND DUCK CALLS. bbox=[182, 848, 278, 857]
divider bbox=[314, 981, 461, 982]
section-header: SPECIAL ADVERTISEMENTS. bbox=[168, 28, 292, 37]
graham-advert bbox=[155, 631, 305, 684]
light-text: The new lighthouse on Tuahine Point, Waiou, will be officially opened by the Acting-Prime Minister, the Hon. James Carroll, this morning. The function will be conducted under the arrangements made by the Harbour Board, and drags conveying the Minister, the members of the Harbour Board, the Mayor (Mr W. D. Lysnar), representatives of the various shipping companies and the Press, will leave the Post Office corner at 8.15 a.m. Lunch will be served at the lighthouse, and the opening ceremony will take place at eleven o'clock. It is expected that the speeches will not be lengthy, as the tide will be well upon the beach before noon. Invited guests are requested to be punctual, as owing to the state of the river the drags will leave the Post Office sharp to time. Although the lighthouse will be officially opened the light was Gazetted for Monday, August 16th, and cannot be shown at any time until that date. Mr Phelps, at Wainui, has been appointed caretaker of the lighthouse. bbox=[945, 263, 1108, 429]
reynolds-sub: CENTRAL FURNISHING EMPORIUM bbox=[320, 505, 455, 514]
spencer-name: L. G. P. SPENCER. bbox=[20, 1033, 132, 1049]
column-telegrams bbox=[945, 24, 1108, 1512]
list-item: CALL AND INSPECT OUR SPLENDID ASSORTMENT. bbox=[167, 865, 293, 882]
premier-source: (Per Press Association.) bbox=[988, 51, 1065, 59]
spencer-line: CIVIL & CONSULTING ENGINEER. bbox=[16, 1066, 136, 1075]
unemployed-source: [Per Press Association.] bbox=[988, 457, 1065, 465]
column-special-ads bbox=[155, 24, 305, 1512]
list-item: Moura, South, this morning. bbox=[6, 125, 97, 133]
dinner-heading: DINNER SETS bbox=[342, 659, 433, 675]
reynolds-come: COME AND SEE THE NEW ART DESIGNS. bbox=[330, 555, 445, 572]
list-item: Victoria, Auckland, August 21. bbox=[6, 243, 104, 251]
nicholls-name: NICHOLLS AND GRIFFITHS. bbox=[166, 685, 294, 759]
cato-advert bbox=[155, 980, 305, 1033]
section-header: SPECIAL ADVERTISEMENTS. bbox=[326, 28, 449, 37]
shipping-heading: SHIPPING. bbox=[40, 28, 112, 41]
